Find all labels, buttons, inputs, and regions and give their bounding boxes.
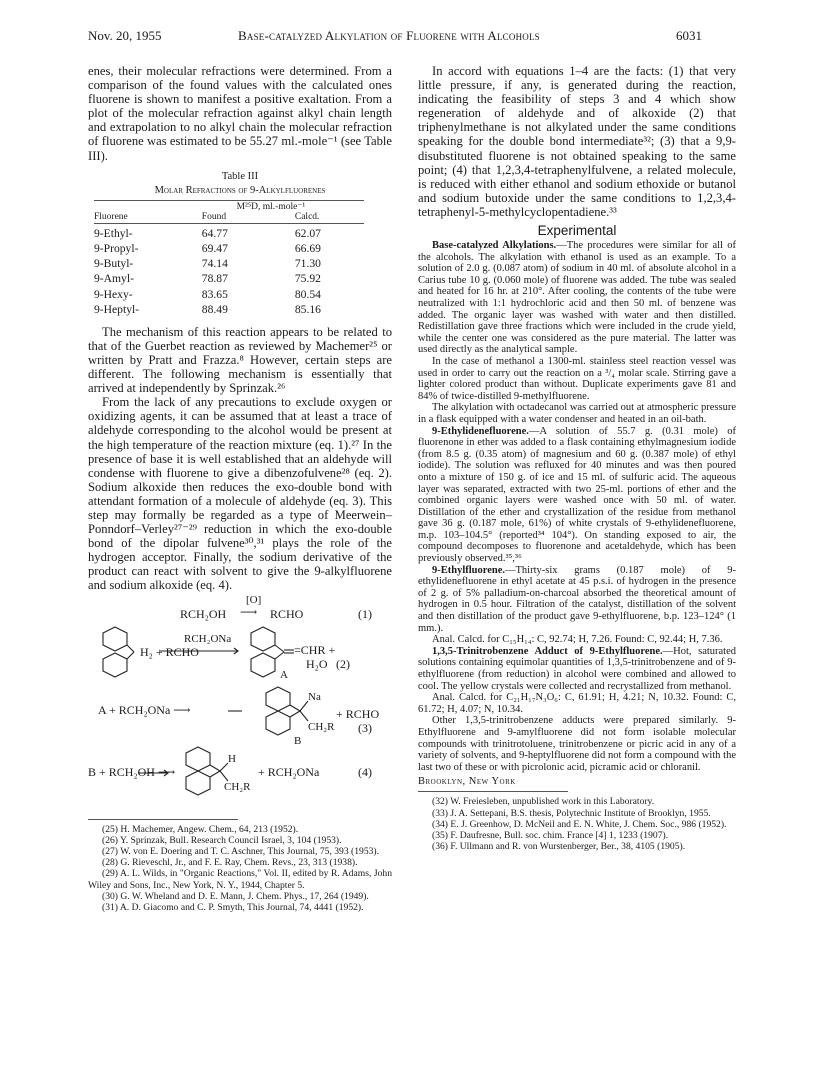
table-header-cell: Fluorene [94,212,178,224]
table-row [94,223,364,241]
right-column [418,64,736,852]
footnote: (27) W. von E. Doering and T. C. Aschner, This Journal, 75, 393 (1953). [102,845,380,857]
eq1-reagent: [O] [246,593,262,606]
table-row [94,302,364,317]
paragraph-ethylfluorene [418,565,736,635]
footnotes-right [418,796,736,852]
table-cell: 71.30 [294,257,321,271]
running-header [0,28,820,48]
table-cell: 69.47 [201,241,228,255]
table-molar-refractions [94,201,364,317]
header-date: Nov. 20, 1955 [88,28,162,43]
section-heading-experimental: Experimental [537,223,617,239]
table-row [94,271,364,286]
footnote-divider [418,791,568,792]
eq3-number: (3) [358,720,372,735]
table-cell: 83.65 [201,287,228,301]
paragraph-trinitrobenzene-adduct [418,646,736,692]
paragraph-facts: In accord with equations 1–4 are the facts: (1) that very little pressure, if any, is generated during the reaction, indicating the feasibility of steps 3 and 4 which show regeneration of aldehyde and of alkoxide (2) that triphenylmethane is not alkylated under the same conditions speaking for the double bond intermediate³²; (3) that a 9,9-disubstituted fluorene is not obtained speaking to the same point; (4) that 1,2,3,4-tetraphenylfulvene, a related molecule, is reduced with either ethanol and sodium ethoxide or butanol and sodium butoxide under the same conditions to 1,2,3,4-tetraphenyl-5-methylcyclopentadiene.³³ [418,64,736,219]
author-address: Brooklyn, New York [418,776,516,788]
paragraph-refractions: enes, their molecular refractions were determined. From a comparison of the found values with the calculated ones fluorene is shown to manifest a positive exaltation. From a plot of the molecular refraction against alkyl chain length and extrapolation to no alkyl chain the molecular refraction of fluorene was estimated to be 55.27 ml.-mole⁻¹ (see Table III). [88,64,392,163]
eq4-number: (4) [358,764,372,779]
table-units-header: M²⁵D, ml.-mole⁻¹ [236,201,306,212]
eq1-arrow: ⟶ [240,604,258,619]
alkylfluorene-structure-icon [186,747,228,795]
footnote: (26) Y. Sprinzak, Bull. Research Council Israel, 3, 104 (1953). [102,834,342,846]
eq4-rhs: + RCH₂ONa [258,764,320,779]
header-title: Base-catalyzed Alkylation of Fluorene with Alcohols [238,28,540,43]
eq2-reagent: RCH₂ONa [184,632,232,645]
paragraph-ethylidenefluorene [418,426,736,565]
footnote: (35) F. Daufresne, Bull. soc. chim. France [4] 1, 1233 (1907). [432,829,669,841]
eq4-hydrogen: H [228,752,236,765]
footnote: (36) F. Ullmann and R. von Wurstenberger, Ber., 38, 4105 (1905). [432,841,686,853]
trinitrobenzene-text: —Hot, saturated solutions containing equimolar quantities of 1,3,5-trinitrobenzene and of 9-ethylfluorene (from reduction) in alcohol were combined and allowed to cool. The yellow crystals were collected and recrystallized from methanol. [418,645,736,692]
paragraph-methanol: In the case of methanol a 1300-ml. stainless steel reaction vessel was used in order to carry out the reaction on a ³/₄ molar scale. Stirring gave a lighter colored product than without. Duplicate experiments gave 81 and 84% of twice-distilled 9-methylfluorene. [418,355,736,402]
eq1-lhs: RCH₂OH [180,606,227,621]
eq4-lhs: B + RCH₂OH ⟶ [88,764,176,779]
table-cell: 80.54 [294,287,321,301]
alkylations-text: —The procedures were similar for all of the alcohols. The alkylation with ethanol is used as an example. To a solution of 2.0 g. (0.087 atom) of sodium in 40 ml. of absolute alcohol in a Carius tube 10 g. (0.060 mole) of fluorene was added. The tube was sealed and heated for 16 hr. at 210°. After cooling, the contents of the tube were neutralized with 1:1 hydrochloric acid and then 50 ml. of benzene was added. The organic layer was washed with water and then distilled. Redistillation gave three fractions which were included in the crude yield, while the center one was considered as the pure material. The latter was used directly as the analytical sample. [418,240,736,356]
fluorenyl-sodium-structure-icon [266,687,308,735]
table-header-cell: Found [178,212,271,224]
table-cell: 64.77 [201,226,228,240]
subhead-ethylfluorene: 9-Ethylfluorene. [432,564,506,576]
eq3-lhs: A + RCH₂ONa ⟶ [98,702,191,717]
table-cell: 88.49 [201,302,228,316]
table-cell: 9-Amyl- [94,272,134,286]
table-cell: 9-Butyl- [94,257,134,271]
eq3-substituent: CH₂R [308,720,335,733]
eq2-water: H₂O [306,656,328,671]
eq2-label: A [280,668,288,681]
table-header-cell: Calcd. [271,212,364,224]
eq1-number: (1) [358,606,372,621]
table-cell: 9-Hexy- [94,287,133,301]
ethylfluorene-text: —Thirty-six grams (0.187 mole) of 9-ethylidenefluorene in ethyl acetate at 45 p.s.i. of hydrogen in the presence of 2 g. of 5% palladium-on-charcoal absorbed the theoretical amount of hydrogen in 0.5 hour. Filtration of the catalyst, distillation of the solvent and then distillation of the product gave 9-ethylfluorene, b.p. 123–124° (1 mm.). [418,564,736,634]
table-row [94,256,364,271]
equation-1 [88,593,392,625]
table-cell: 74.14 [201,257,228,271]
paragraph-aldehyde: From the lack of any precautions to exclude oxygen or oxidizing agents, it can be assumed that at least a trace of aldehyde corresponding to the alcohol would be present at the high temperature of the reaction mixture (eq. 1).²⁷ In the presence of base it is well established that an aldehyde will condense with fluorene to give a dibenzofulvene²⁸ (eq. 2). Sodium alkoxide then reduces the exo-double bond with attendant formation of a molecule of aldehyde (eq. 3). This step may formally be regarded as a type of Meerwein–Ponndorf–Verley²⁷⁻²⁹ reduction in which the exo-double bond of the dipolar fulvene³⁰,³¹ plays the role of the hydrogen acceptor. Finally, the sodium derivative of the product can react with solvent to give the 9-alkylfluorene and sodium alkoxide (eq. 4). [88,395,392,593]
table-row [94,241,364,256]
paragraph-octadecanol: The alkylation with octadecanol was carried out at atmospheric pressure in a flask equipped with a water condenser and heated in an oil-bath. [418,402,736,425]
footnote: (31) A. D. Giacomo and C. P. Smyth, This Journal, 74, 4441 (1952). [102,901,364,913]
eq4-substituent: CH₂R [224,780,251,793]
table-cell: 66.69 [294,241,321,255]
subhead-trinitrobenzene-adduct: 1,3,5-Trinitrobenzene Adduct of 9-Ethylfluorene. [432,645,663,657]
table-cell: 62.07 [294,226,321,240]
eq3-sodium: Na [308,690,321,703]
footnote: (28) G. Rieveschl, Jr., and F. E. Ray, Chem. Revs., 23, 313 (1938). [102,857,358,869]
table-subtitle: Molar Refractions of 9-Alkylfluorenes [154,184,326,196]
table-cell: 78.87 [201,272,228,286]
analysis-adduct: Anal. Calcd. for C₂₁H₁₇N₃O₆: C, 61.91; H, 4.21; N, 10.32. Found: C, 61.72; H, 4.07; N, 10.34. [418,692,736,715]
eq3-rhs: + RCHO [336,706,380,721]
fluorene-structure-icon [103,627,134,677]
eq1-rhs: RCHO [270,606,304,621]
table-cell: 9-Heptyl- [94,302,140,316]
paragraph-alkylations [418,240,736,356]
eq2-rhs: =CHR + [294,642,336,657]
table-title: Table III [221,170,259,182]
footnote: (29) A. L. Wilds, in "Organic Reactions," Vol. II, edited by R. Adams, John Wiley and Sons, Inc., New York, N. Y., 1944, Chapter 5. [88,868,392,891]
table-cell: 9-Ethyl- [94,226,133,240]
footnote-divider [88,819,238,820]
footnote: (34) E. J. Greenhow, D. McNeil and E. N. White, J. Chem. Soc., 986 (1952). [432,818,727,830]
footnote: (33) J. A. Settepani, B.S. thesis, Polytechnic Institute of Brooklyn, 1955. [432,807,711,819]
table-cell: 9-Propyl- [94,241,139,255]
eq2-lhs: H₂ + RCHO [140,644,199,659]
header-page-number: 6031 [676,28,702,43]
footnote: (25) H. Machemer, Angew. Chem., 64, 213 (1952). [102,823,299,835]
paragraph-other-adducts: Other 1,3,5-trinitrobenzene adducts were prepared similarly. 9-Ethylfluorene and 9-amylfluorene did not form isolable molecular compounds with trinitrotoluene, trinitrobenzene or picric acid in any of a variety of solvents, and 9-heptylfluorene did not form a compound with the last two of these or with picrolonic acid, picramic acid or chloranil. [418,715,736,773]
eq3-label: B [294,734,302,747]
table-cell: 75.92 [294,272,321,286]
footnotes-left [88,824,392,914]
table-row [94,286,364,301]
subhead-alkylations: Base-catalyzed Alkylations. [432,240,557,252]
footnote: (30) G. W. Wheland and D. E. Mann, J. Chem. Phys., 17, 264 (1949). [102,890,369,902]
footnote: (32) W. Freiesleben, unpublished work in this Laboratory. [432,796,655,808]
subhead-ethylidenefluorene: 9-Ethylidenefluorene. [432,425,529,437]
paragraph-mechanism: The mechanism of this reaction appears to be related to that of the Guerbet reaction as reviewed by Machemer²⁵ or written by Pratt and Frazza.⁸ However, certain steps are different. The following mechanism is essentially that arrived at independently by Sprinzak.²⁶ [88,324,392,396]
analysis-ethylfluorene: Anal. Calcd. for C₁₅H₁₄: C, 92.74; H, 7.26. Found: C, 92.44; H, 7.36. [432,634,723,646]
left-column [88,64,392,913]
reaction-scheme [88,625,392,813]
table-cell: 85.16 [294,302,321,316]
ethylidenefluorene-text: —A solution of 55.7 g. (0.31 mole) of fluorenone in ether was added to a flask containing ethylmagnesium iodide (from 8.5 g. (0.35 atom) of magnesium and 60 g. (0.387 mole) of ethyl iodide). The solution was refluxed for 40 minutes and was then poured onto a mixture of 150 g. of ice and 15 ml. of sulfuric acid. The aqueous layer was separated, extracted with two 25-ml. portions of ether and the combined organic layers were washed once with 50 ml. of water. Distillation of the ether and crystallization of the residue from methanol gave 36 g. (0.187 mole, 61%) of white crystals of 9-ethylidenefluorene, m.p. 103–104.5° (reported³⁴ 104°). On standing exposed to air, the compound decomposes to fluorenone and acetaldehyde, which has been previously observed.³⁵,³⁶ [418,425,736,565]
eq2-number: (2) [336,656,350,671]
